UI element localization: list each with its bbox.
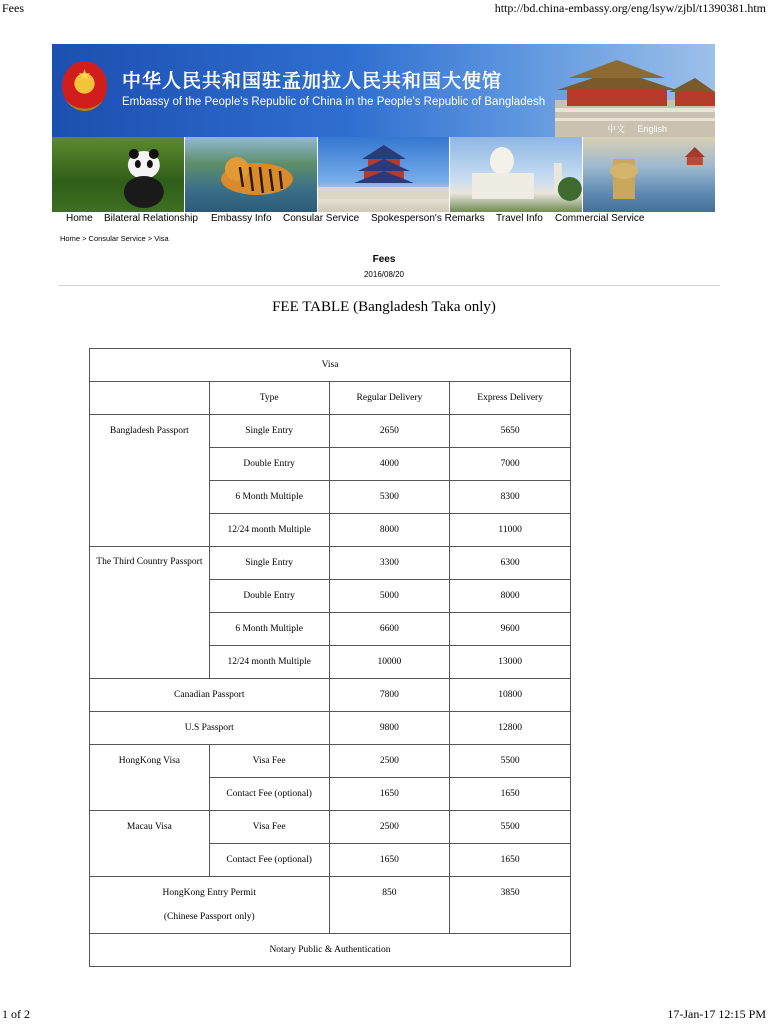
- express-cell: 9600: [450, 613, 571, 646]
- title-divider: [58, 285, 720, 286]
- national-emblem-icon: ★: [62, 61, 107, 111]
- lang-english-link[interactable]: English: [637, 124, 667, 134]
- lakeside-pagoda-photo: [583, 137, 715, 212]
- regular-cell: 3300: [329, 547, 450, 580]
- table-row: [90, 415, 571, 448]
- express-cell: 8000: [450, 580, 571, 613]
- regular-cell: 4000: [329, 448, 450, 481]
- page-date: 2016/08/20: [363, 270, 405, 279]
- tiger-photo: [185, 137, 318, 212]
- nav-commercial-service[interactable]: Commercial Service: [555, 213, 645, 224]
- table-row: [90, 811, 571, 844]
- third-country-passport-label: The Third Country Passport: [90, 547, 210, 679]
- temple-of-heaven-photo: [318, 137, 451, 212]
- regular-cell: 5000: [329, 580, 450, 613]
- panda-photo: [52, 137, 185, 212]
- regular-cell: 1650: [329, 778, 450, 811]
- header-type: Type: [209, 382, 329, 415]
- regular-cell: 5300: [329, 481, 450, 514]
- type-cell: Single Entry: [209, 415, 329, 448]
- express-cell: 5500: [450, 811, 571, 844]
- express-cell: 1650: [450, 844, 571, 877]
- table-row: [90, 679, 571, 712]
- print-header-title: Fees: [2, 1, 24, 15]
- express-cell: 1650: [450, 778, 571, 811]
- fee-table: [89, 348, 571, 967]
- type-cell: Single Entry: [209, 547, 329, 580]
- type-cell: 12/24 month Multiple: [209, 646, 329, 679]
- hk-permit-line1: HongKong Entry Permit: [162, 888, 256, 898]
- regular-cell: 2650: [329, 415, 450, 448]
- type-cell: Visa Fee: [209, 745, 329, 778]
- banner-photo-strip: [52, 137, 715, 212]
- banner-chinese-title: 中华人民共和国驻孟加拉人民共和国大使馆: [122, 70, 503, 92]
- table-row: [90, 349, 571, 382]
- regular-cell: 6600: [329, 613, 450, 646]
- express-cell: 8300: [450, 481, 571, 514]
- regular-cell: 8000: [329, 514, 450, 547]
- type-cell: Double Entry: [209, 580, 329, 613]
- nav-embassy-info[interactable]: Embassy Info: [211, 213, 272, 224]
- breadcrumb[interactable]: Home > Consular Service > Visa: [60, 234, 169, 243]
- express-cell: 3850: [450, 877, 571, 934]
- hk-permit-line2: (Chinese Passport only): [163, 912, 255, 922]
- nav-consular-service[interactable]: Consular Service: [283, 213, 360, 224]
- regular-cell: 2500: [329, 811, 450, 844]
- page-title: Fees: [372, 254, 396, 265]
- hongkong-entry-permit-label: [90, 877, 330, 934]
- lang-chinese-link[interactable]: 中文: [606, 124, 625, 134]
- macau-visa-label: Macau Visa: [90, 811, 210, 877]
- type-cell: Double Entry: [209, 448, 329, 481]
- header-blank-cell: [90, 382, 210, 415]
- express-cell: 13000: [450, 646, 571, 679]
- regular-cell: 10000: [329, 646, 450, 679]
- us-passport-label: U.S Passport: [90, 712, 330, 745]
- banner-english-title: Embassy of the People's Republic of China in the People's Republic of Bangladesh: [122, 96, 546, 108]
- nav-bilateral-relationship[interactable]: Bilateral Relationship: [104, 213, 198, 224]
- type-cell: 12/24 month Multiple: [209, 514, 329, 547]
- print-header-url: http://bd.china-embassy.org/eng/lsyw/zjbl/t1390381.htm: [494, 1, 766, 15]
- express-cell: 6300: [450, 547, 571, 580]
- hongkong-visa-label: HongKong Visa: [90, 745, 210, 811]
- type-cell: Contact Fee (optional): [209, 778, 329, 811]
- express-cell: 5500: [450, 745, 571, 778]
- type-cell: Contact Fee (optional): [209, 844, 329, 877]
- regular-cell: 1650: [329, 844, 450, 877]
- print-page-number: 1 of 2: [2, 1007, 30, 1021]
- type-cell: Visa Fee: [209, 811, 329, 844]
- language-switch: [597, 122, 667, 135]
- table-row: [90, 877, 571, 934]
- table-row: [90, 745, 571, 778]
- express-cell: 7000: [450, 448, 571, 481]
- express-cell: 10800: [450, 679, 571, 712]
- express-cell: 11000: [450, 514, 571, 547]
- fee-table-title: FEE TABLE (Bangladesh Taka only): [272, 299, 496, 315]
- table-row: [90, 712, 571, 745]
- regular-cell: 9800: [329, 712, 450, 745]
- print-header: [0, 0, 768, 16]
- victoria-memorial-photo: [450, 137, 583, 212]
- print-datetime: 17-Jan-17 12:15 PM: [667, 1007, 766, 1021]
- nav-travel-info[interactable]: Travel Info: [496, 213, 543, 224]
- main-nav: [52, 212, 715, 228]
- table-row: [90, 934, 571, 967]
- type-cell: 6 Month Multiple: [209, 481, 329, 514]
- site-banner: [52, 44, 715, 137]
- table-row: [90, 382, 571, 415]
- canadian-passport-label: Canadian Passport: [90, 679, 330, 712]
- table-row: [90, 547, 571, 580]
- notary-section-header: Notary Public & Authentication: [90, 934, 571, 967]
- nav-home[interactable]: Home: [66, 213, 93, 224]
- visa-section-header: Visa: [90, 349, 571, 382]
- bangladesh-passport-label: Bangladesh Passport: [90, 415, 210, 547]
- print-footer: [0, 1006, 768, 1024]
- regular-cell: 7800: [329, 679, 450, 712]
- express-cell: 5650: [450, 415, 571, 448]
- regular-cell: 2500: [329, 745, 450, 778]
- header-regular-delivery: Regular Delivery: [329, 382, 450, 415]
- nav-spokespersons-remarks[interactable]: Spokesperson's Remarks: [371, 213, 485, 224]
- header-express-delivery: Express Delivery: [450, 382, 571, 415]
- regular-cell: 850: [329, 877, 450, 934]
- express-cell: 12800: [450, 712, 571, 745]
- type-cell: 6 Month Multiple: [209, 613, 329, 646]
